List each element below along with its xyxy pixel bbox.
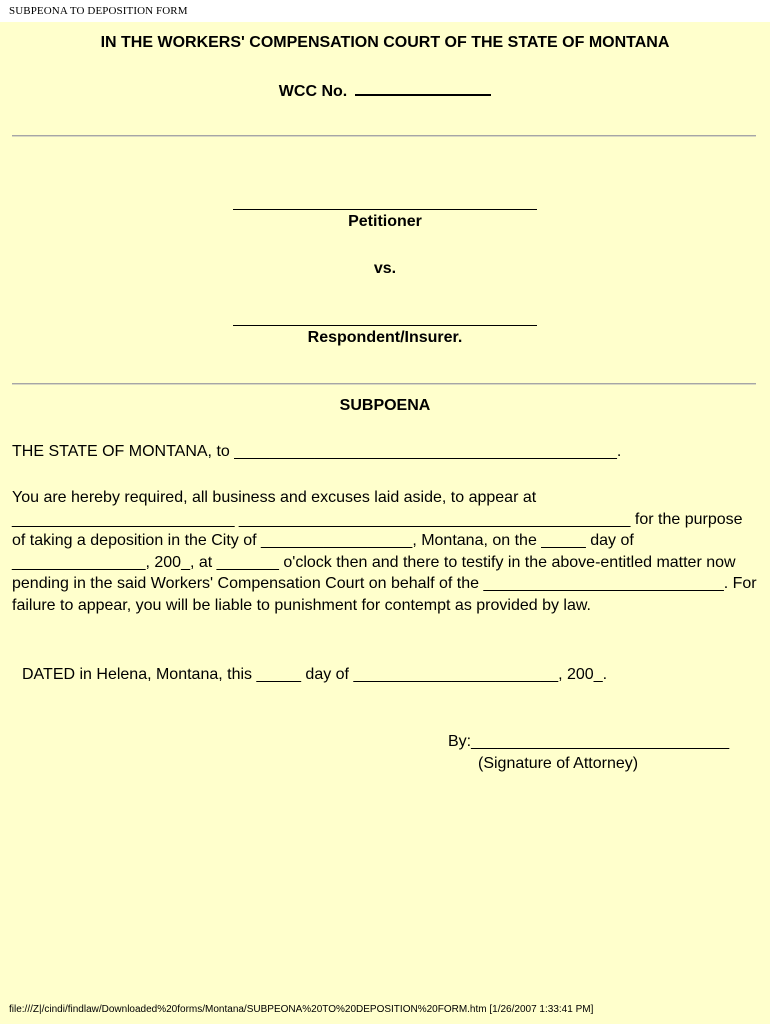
wcc-number-row <box>0 80 770 101</box>
petitioner-line <box>233 209 537 210</box>
wcc-label: WCC No. <box>278 83 348 100</box>
form-page <box>0 22 770 1024</box>
subpoena-body: You are hereby required, all business and excuses laid aside, to appear at _________________________ ____________________________________________ for the purpose of taking a deposition in the City of _________________, Montana, on the _____ day of _______________, 200_, at _______ o'clock then and there to testify in the above-entitled matter now pending in the said Workers' Compensation Court on behalf of the ___________________________. For failure to appear, you will be liable to punishment for contempt as provided by law. <box>12 489 757 614</box>
file-path-footer: file:///Z|/cindi/findlaw/Downloaded%20forms/Montana/SUBPEONA%20TO%20DEPOSITION%20FORM.htm [1/26/2007 1:33:41 PM] <box>9 1004 594 1015</box>
petitioner-label: Petitioner <box>348 213 422 230</box>
signature-by-line: By:_____________________________ <box>448 733 730 750</box>
divider-top <box>12 135 756 137</box>
court-title: IN THE WORKERS' COMPENSATION COURT OF THE STATE OF MONTANA <box>100 34 670 51</box>
respondent-label: Respondent/Insurer. <box>307 329 463 346</box>
subpoena-heading: SUBPOENA <box>339 397 431 414</box>
wcc-number-blank <box>355 80 491 96</box>
dated-line: DATED in Helena, Montana, this _____ day of _______________________, 200_. <box>22 666 608 683</box>
to-line: THE STATE OF MONTANA, to ___________________________________________. <box>12 443 622 460</box>
document-header-title: SUBPEONA TO DEPOSITION FORM <box>9 5 188 17</box>
divider-middle <box>12 383 756 385</box>
respondent-line <box>233 325 537 326</box>
signature-label: (Signature of Attorney) <box>478 755 639 772</box>
versus-label: vs. <box>373 260 397 277</box>
